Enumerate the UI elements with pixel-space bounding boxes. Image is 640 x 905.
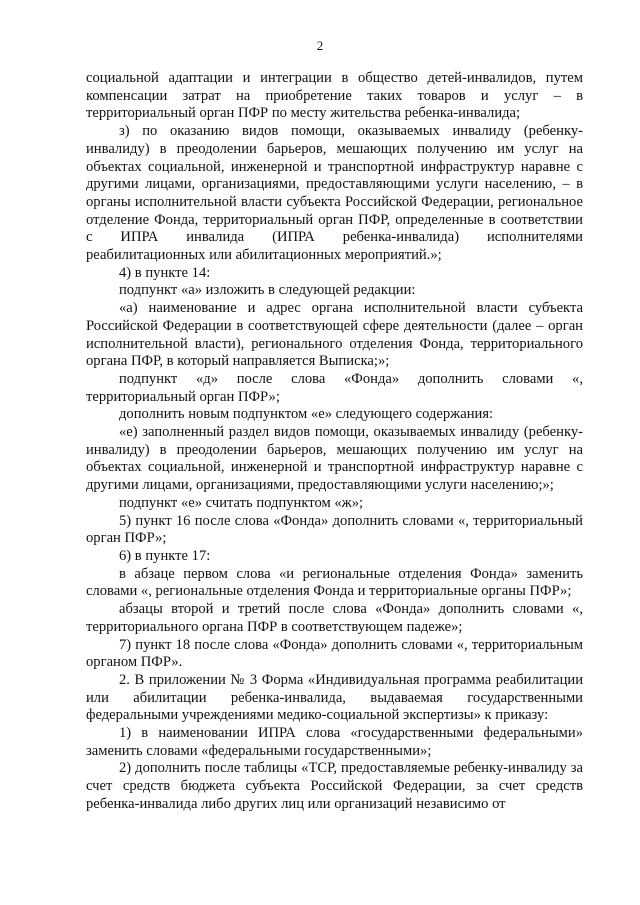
paragraph: «а) наименование и адрес органа исполнительной власти субъекта Российской Федерации в соответствующей сфере деятельности (далее – орган исполнительной власти), регионального отделения Фонда, территориального органа ПФР, в который направляется Выписка;»;	[86, 300, 583, 370]
paragraph: 2) дополнить после таблицы «ТСР, предоставляемые ребенку-инвалиду за счет средств бюджета субъекта Российской Федерации, за счет средств ребенка-инвалида либо других лиц или организаций независимо от	[86, 760, 583, 812]
paragraph: 5) пункт 16 после слова «Фонда» дополнить словами «, территориальный орган ПФР»;	[86, 512, 583, 547]
paragraph: 1) в наименовании ИПРА слова «государственными федеральными» заменить словами «федеральными государственными»;	[86, 725, 583, 759]
paragraph: подпункт «д» после слова «Фонда» дополнить словами «, территориальный орган ПФР»;	[86, 370, 583, 405]
document-body	[86, 70, 583, 814]
paragraph: з) по оказанию видов помощи, оказываемых инвалиду (ребенку-инвалиду) в преодолении барьеров, мешающих получению им услуг на объектах социальной, инженерной и транспортной инфраструктур наравне с другими лицами, организациями, предоставляющими услуги населению, – в органы исполнительной власти субъекта Российской Федерации, региональное отделение Фонда, территориальный орган ПФР, определенные в соответствии с ИПРА инвалида (ИПРА ребенка-инвалида) исполнителями реабилитационных или абилитационных мероприятий.»;	[86, 123, 583, 264]
paragraph: 2. В приложении № 3 Форма «Индивидуальная программа реабилитации или абилитации ребенка-инвалида, выдаваемая государственными федеральными учреждениями медико-социальной экспертизы» к приказу:	[86, 671, 583, 724]
paragraph: 7) пункт 18 после слова «Фонда» дополнить словами «, территориальным органом ПФР».	[86, 636, 583, 671]
paragraph: 6) в пункте 17:	[119, 547, 211, 564]
paragraph: в абзаце первом слова «и региональные отделения Фонда» заменить словами «, региональные отделения Фонда и территориальные органы ПФР»;	[86, 565, 583, 600]
paragraph: социальной адаптации и интеграции в общество детей-инвалидов, путем компенсации затрат на приобретение таких товаров и услуг – в территориальный орган ПФР по месту жительства ребенка-инвалида;	[86, 70, 583, 122]
page-number: 2	[316, 38, 324, 53]
paragraph: дополнить новым подпунктом «е» следующего содержания:	[119, 406, 494, 423]
paragraph: 4) в пункте 14:	[119, 264, 211, 281]
paragraph: «е) заполненный раздел видов помощи, оказываемых инвалиду (ребенку-инвалиду) в преодолении барьеров, мешающих получению им услуг на объектах социальной, инженерной и транспортной инфраструктур наравне с другими лицами, организациями, предоставляющими услуги населению;»;	[86, 424, 583, 494]
paragraph: абзацы второй и третий после слова «Фонда» дополнить словами «, территориального органа ПФР в соответствующем падеже»;	[86, 601, 583, 635]
paragraph: подпункт «е» считать подпунктом «ж»;	[119, 494, 364, 511]
paragraph: подпункт «а» изложить в следующей редакции:	[119, 282, 416, 299]
